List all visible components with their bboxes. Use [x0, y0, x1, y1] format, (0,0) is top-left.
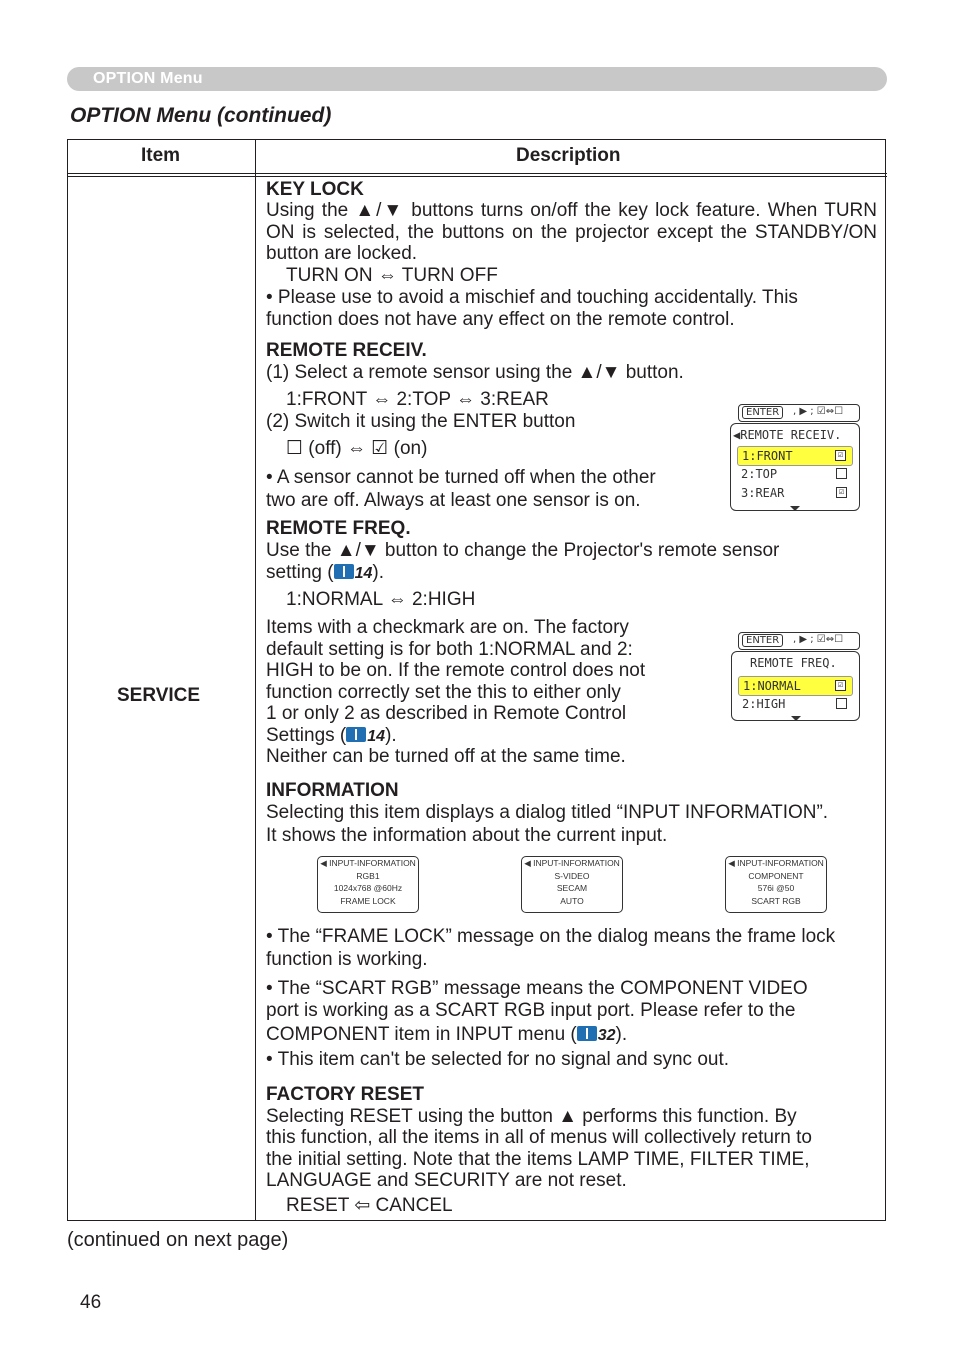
- book-ref-icon: [334, 564, 354, 579]
- page-title: OPTION Menu (continued): [70, 104, 332, 127]
- information-line-2: It shows the information about the current input.: [266, 825, 668, 846]
- factory-reset-line-3: the initial setting. Note that the items LAMP TIME, FILTER TIME,: [266, 1149, 810, 1170]
- osd-controls-hint: , ▶ ; ☑⇔☐: [793, 406, 844, 417]
- remote-freq-osd-panel: [731, 651, 860, 721]
- information-note-1b: function is working.: [266, 949, 428, 970]
- information-note-3: • This item can't be selected for no signal and sync out.: [266, 1049, 730, 1070]
- factory-reset-line-1: Selecting RESET using the button ▲ performs this function. By: [266, 1106, 797, 1127]
- checkbox-unchecked-icon: [836, 468, 847, 479]
- osd-row-front: 1:FRONT ☑: [737, 446, 853, 466]
- remote-freq-title: REMOTE FREQ.: [266, 518, 411, 539]
- book-ref-icon: [346, 727, 366, 742]
- checkbox-checked-icon: ☑: [835, 450, 846, 461]
- remote-freq-line-1: Use the ▲/▼ button to change the Projector's remote sensor: [266, 540, 780, 561]
- remote-receiv-osd-controls: [738, 404, 860, 422]
- enter-key-icon: ENTER: [742, 406, 783, 419]
- input-info-dialog-svideo: ◀ INPUT-INFORMATION S-VIDEO SECAM AUTO: [521, 856, 623, 913]
- table-item-service: SERVICE: [117, 685, 201, 706]
- factory-reset-options: RESET ⇦ CANCEL: [286, 1195, 453, 1216]
- remote-freq-para-6: Settings ( 14).: [266, 725, 397, 746]
- page-number: 46: [80, 1292, 102, 1313]
- remote-freq-para-4: function correctly set the this to either only: [266, 682, 621, 703]
- input-info-dialog-component: ◀ INPUT-INFORMATION COMPONENT 576i @50 SCART RGB: [725, 856, 827, 913]
- osd-controls-hint: , ▶ ; ☑⇔☐: [793, 634, 844, 645]
- table-column-divider: [255, 139, 256, 1221]
- keylock-note-1: • Please use to avoid a mischief and touching accidentally. This: [266, 287, 798, 308]
- book-ref-icon: [577, 1026, 597, 1041]
- remote-freq-para-1: Items with a checkmark are on. The factory: [266, 617, 629, 638]
- remote-freq-para-3: HIGH to be on. If the remote control does not: [266, 660, 646, 681]
- remote-freq-para-2: default setting is for both 1:NORMAL and 2:: [266, 639, 633, 660]
- remote-freq-osd-controls: [738, 632, 860, 650]
- osd-header: ◀REMOTE RECEIV.: [733, 428, 842, 442]
- section-header-bar: [67, 67, 887, 91]
- table-header-divider-double: [67, 176, 887, 177]
- information-note-2b: port is working as a SCART RGB input port. Please refer to the: [266, 1000, 796, 1021]
- checkbox-checked-icon: ☑: [835, 680, 846, 691]
- continued-note: (continued on next page): [67, 1229, 289, 1251]
- information-note-1a: • The “FRAME LOCK” message on the dialog means the frame lock: [266, 926, 836, 947]
- scroll-down-arrow-icon: [790, 506, 800, 511]
- osd-row-normal: 1:NORMAL ☑: [738, 676, 853, 696]
- osd-row-top: 2:TOP: [737, 465, 853, 483]
- input-info-dialog-rgb: ◀ INPUT-INFORMATION RGB1 1024x768 @60Hz FRAME LOCK: [317, 856, 419, 913]
- osd-header: REMOTE FREQ.: [750, 656, 837, 670]
- keylock-note-2: function does not have any effect on the remote control.: [266, 309, 735, 330]
- remote-receiv-toggle: ☐ (off) ⇔ ☑ (on): [286, 438, 428, 459]
- factory-reset-title: FACTORY RESET: [266, 1084, 425, 1105]
- remote-receiv-step-1: (1) Select a remote sensor using the ▲/▼ button.: [266, 362, 684, 383]
- remote-freq-para-5: 1 or only 2 as described in Remote Control: [266, 703, 627, 724]
- information-note-2c: COMPONENT item in INPUT menu ( 32).: [266, 1024, 628, 1045]
- remote-freq-para-7: Neither can be turned off at the same time.: [266, 746, 626, 767]
- osd-row-high: 2:HIGH: [738, 695, 853, 713]
- remote-receiv-title: REMOTE RECEIV.: [266, 340, 427, 361]
- remote-receiv-note-2: two are off. Always at least one sensor is on.: [266, 490, 641, 511]
- remote-receiv-step-2: (2) Switch it using the ENTER button: [266, 411, 576, 432]
- scroll-down-arrow-icon: [791, 716, 801, 721]
- osd-row-rear: 3:REAR ☑: [737, 484, 853, 502]
- information-title: INFORMATION: [266, 780, 399, 801]
- remote-receiv-osd-panel: [730, 423, 860, 511]
- information-note-2a: • The “SCART RGB” message means the COMPONENT VIDEO: [266, 978, 808, 999]
- enter-key-icon: ENTER: [742, 634, 783, 647]
- remote-freq-options: 1:NORMAL ⇔ 2:HIGH: [286, 589, 476, 610]
- keylock-options: TURN ON ⇔ TURN OFF: [286, 265, 498, 286]
- factory-reset-line-4: LANGUAGE and SECURITY are not reset.: [266, 1170, 627, 1191]
- keylock-body: Using the ▲/▼ buttons turns on/off the key lock feature. When TURN ON is selected, the buttons on the projector except the STANDBY/ON button are locked.: [266, 200, 877, 265]
- table-header-divider: [67, 173, 887, 174]
- factory-reset-line-2: this function, all the items in all of menus will collectively return to: [266, 1127, 812, 1148]
- table-header-item: Item: [141, 145, 181, 166]
- remote-receiv-options: 1:FRONT ⇔ 2:TOP ⇔ 3:REAR: [286, 389, 549, 410]
- remote-freq-line-2: setting ( 14).: [266, 562, 384, 583]
- checkbox-checked-icon: ☑: [836, 487, 847, 498]
- table-header-description: Description: [516, 145, 621, 166]
- remote-receiv-note-1: • A sensor cannot be turned off when the other: [266, 467, 656, 488]
- keylock-title: KEY LOCK: [266, 179, 364, 200]
- information-line-1: Selecting this item displays a dialog titled “INPUT INFORMATION”.: [266, 802, 829, 823]
- section-header-label: OPTION Menu: [93, 70, 203, 87]
- checkbox-unchecked-icon: [836, 698, 847, 709]
